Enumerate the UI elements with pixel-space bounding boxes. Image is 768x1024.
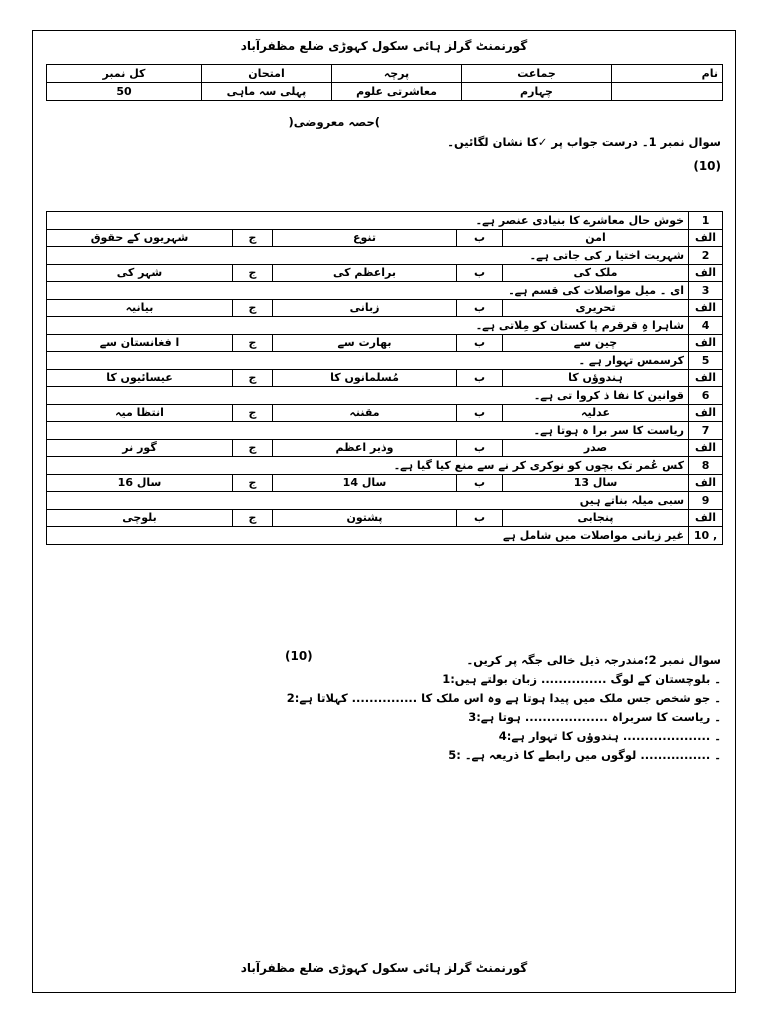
- mcq-question-number: 4: [689, 317, 723, 335]
- paper-label: پرچہ: [332, 65, 462, 83]
- option-c-letter[interactable]: ج: [233, 439, 273, 457]
- option-a[interactable]: چین سے: [503, 334, 689, 352]
- mcq-question-row: [47, 282, 723, 300]
- mcq-question-number: 5: [689, 352, 723, 370]
- fill-blank-3: ۔ ریاست کا سربراہ ................... ہوتا ہے:3: [468, 710, 721, 724]
- info-values-row: [47, 83, 723, 101]
- q2-marks: (10): [285, 649, 313, 663]
- mcq-question-row: [47, 317, 723, 335]
- mcq-question-text: سبی میلہ بناتے ہیں: [47, 492, 689, 510]
- class-value: چہارم: [462, 83, 612, 101]
- option-b-letter[interactable]: ب: [457, 404, 503, 422]
- mcq-question-row: [47, 457, 723, 475]
- option-b[interactable]: مقننہ: [273, 404, 457, 422]
- mcq-question-number: 7: [689, 422, 723, 440]
- school-title: گورنمنٹ گرلز ہائی سکول کہوڑی ضلع مظفرآباد: [240, 39, 528, 53]
- paper-value: معاشرتی علوم: [332, 83, 462, 101]
- option-c[interactable]: عیسائیوں کا: [47, 369, 233, 387]
- mcq-question-number: 8: [689, 457, 723, 475]
- footer-school-name: گورنمنٹ گرلز ہائی سکول کہوڑی ضلع مظفرآباد: [240, 961, 528, 975]
- info-labels-row: [47, 65, 723, 83]
- exam-label: امتحان: [202, 65, 332, 83]
- student-info-table: [46, 64, 723, 101]
- mcq-question-number: 9: [689, 492, 723, 510]
- option-a-letter[interactable]: الف: [689, 404, 723, 422]
- option-b-letter[interactable]: ب: [457, 439, 503, 457]
- option-c[interactable]: بیانیہ: [47, 299, 233, 317]
- option-c[interactable]: گور نر: [47, 439, 233, 457]
- mcq-question-text: ای ۔ میل مواصلات کی قسم ہے۔: [47, 282, 689, 300]
- option-c-letter[interactable]: ج: [233, 474, 273, 492]
- mcq-question-number: 3: [689, 282, 723, 300]
- option-a-letter[interactable]: الف: [689, 264, 723, 282]
- mcq-question-row: [47, 352, 723, 370]
- exam-paper-frame: [32, 30, 736, 993]
- option-a-letter[interactable]: الف: [689, 229, 723, 247]
- mcq-options-row: [47, 439, 723, 457]
- option-c-letter[interactable]: ج: [233, 229, 273, 247]
- total-marks-label: کل نمبر: [47, 65, 202, 83]
- option-c[interactable]: بلوچی: [47, 509, 233, 527]
- option-c-letter[interactable]: ج: [233, 404, 273, 422]
- total-marks-value: 50: [47, 83, 202, 101]
- mcq-question-text: غیر زبانی مواصلات میں شامل ہے: [47, 527, 689, 545]
- option-b-letter[interactable]: ب: [457, 474, 503, 492]
- fill-blank-4: ۔ .................... ہندوؤں کا تہوار ہے:4: [498, 729, 721, 743]
- option-a-letter[interactable]: الف: [689, 439, 723, 457]
- class-label: جماعت: [462, 65, 612, 83]
- mcq-question-number: 10 ,: [689, 527, 723, 545]
- name-value: [612, 83, 723, 101]
- mcq-question-row: [47, 422, 723, 440]
- option-c-letter[interactable]: ج: [233, 509, 273, 527]
- option-b[interactable]: سال 14: [273, 474, 457, 492]
- option-c[interactable]: شہریوں کے حقوق: [47, 229, 233, 247]
- option-b[interactable]: براعظم کی: [273, 264, 457, 282]
- mcq-question-text: ریاست کا سر برا ہ ہوتا ہے۔: [47, 422, 689, 440]
- mcq-question-text: شاہرا ہِ قرقرم پا کستان کو مِلاتی ہے۔: [47, 317, 689, 335]
- option-c[interactable]: ا فغانستان سے: [47, 334, 233, 352]
- option-a-letter[interactable]: الف: [689, 299, 723, 317]
- option-b-letter[interactable]: ب: [457, 334, 503, 352]
- mcq-options-row: [47, 474, 723, 492]
- exam-value: پہلی سہ ماہی: [202, 83, 332, 101]
- mcq-question-number: 1: [689, 212, 723, 230]
- option-b[interactable]: زبانی: [273, 299, 457, 317]
- option-a[interactable]: پنجابی: [503, 509, 689, 527]
- option-b-letter[interactable]: ب: [457, 229, 503, 247]
- option-a[interactable]: امن: [503, 229, 689, 247]
- mcq-question-text: کرسمس تہوار ہے ۔: [47, 352, 689, 370]
- mcq-question-row: [47, 247, 723, 265]
- mcq-options-row: [47, 509, 723, 527]
- option-b[interactable]: پشتون: [273, 509, 457, 527]
- option-b[interactable]: وذیر اعظم: [273, 439, 457, 457]
- mcq-question-text: خوش حال معاشرے کا بنیادی عنصر ہے۔: [47, 212, 689, 230]
- mcq-question-text: شہریت اختیا ر کی جاتی ہے۔: [47, 247, 689, 265]
- option-a[interactable]: تحریری: [503, 299, 689, 317]
- option-b-letter[interactable]: ب: [457, 264, 503, 282]
- option-a[interactable]: ملک کی: [503, 264, 689, 282]
- mcq-question-number: 6: [689, 387, 723, 405]
- fill-blank-2: ۔ جو شخص جس ملک میں پیدا ہوتا ہے وہ اس ملک کا ............... کہلاتا ہے:2: [286, 691, 721, 705]
- fill-blank-5: ۔ ................ لوگوں میں رابطے کا ذریعہ ہے۔ :5: [448, 748, 721, 762]
- q1-marks: (10): [693, 159, 721, 173]
- option-a[interactable]: سال 13: [503, 474, 689, 492]
- option-c[interactable]: سال 16: [47, 474, 233, 492]
- option-b-letter[interactable]: ب: [457, 509, 503, 527]
- fill-blank-1: ۔ بلوچستان کے لوگ ............... زبان بولتے ہیں:1: [442, 672, 721, 686]
- option-c-letter[interactable]: ج: [233, 264, 273, 282]
- mcq-options-row: [47, 334, 723, 352]
- q1-title: سوال نمبر 1۔ درست جواب پر ✓کا نشان لگائیں۔: [447, 135, 721, 149]
- option-c-letter[interactable]: ج: [233, 299, 273, 317]
- option-c-letter[interactable]: ج: [233, 369, 273, 387]
- option-a[interactable]: صدر: [503, 439, 689, 457]
- mcq-options-row: [47, 369, 723, 387]
- q2-title: سوال نمبر 2؛مندرجہ ذیل خالی جگہ پر کریں۔: [466, 653, 721, 667]
- option-a[interactable]: ہندوؤں کا: [503, 369, 689, 387]
- mcq-table: [46, 211, 723, 545]
- option-c[interactable]: انتظا میہ: [47, 404, 233, 422]
- option-a-letter[interactable]: الف: [689, 474, 723, 492]
- section-title: )حصہ معروضی(: [288, 115, 380, 129]
- mcq-question-text: قوانین کا نفا ذ کروا تی ہے۔: [47, 387, 689, 405]
- option-b[interactable]: تنوع: [273, 229, 457, 247]
- option-b[interactable]: مُسلمانوں کا: [273, 369, 457, 387]
- mcq-question-number: 2: [689, 247, 723, 265]
- option-b-letter[interactable]: ب: [457, 299, 503, 317]
- option-a-letter[interactable]: الف: [689, 509, 723, 527]
- option-b[interactable]: بھارت سے: [273, 334, 457, 352]
- mcq-options-row: [47, 404, 723, 422]
- mcq-options-row: [47, 299, 723, 317]
- mcq-options-row: [47, 229, 723, 247]
- option-a-letter[interactable]: الف: [689, 369, 723, 387]
- option-c[interactable]: شہر کی: [47, 264, 233, 282]
- option-b-letter[interactable]: ب: [457, 369, 503, 387]
- mcq-question-row: [47, 492, 723, 510]
- mcq-question-row: [47, 387, 723, 405]
- option-c-letter[interactable]: ج: [233, 334, 273, 352]
- option-a-letter[interactable]: الف: [689, 334, 723, 352]
- mcq-question-row: [47, 212, 723, 230]
- option-a[interactable]: عدلیہ: [503, 404, 689, 422]
- name-label: نام: [612, 65, 723, 83]
- mcq-question-text: کس عُمر تک بچوں کو نوکری کر نے سے منع کیا گیا ہے۔: [47, 457, 689, 475]
- mcq-question-row: [47, 527, 723, 545]
- mcq-options-row: [47, 264, 723, 282]
